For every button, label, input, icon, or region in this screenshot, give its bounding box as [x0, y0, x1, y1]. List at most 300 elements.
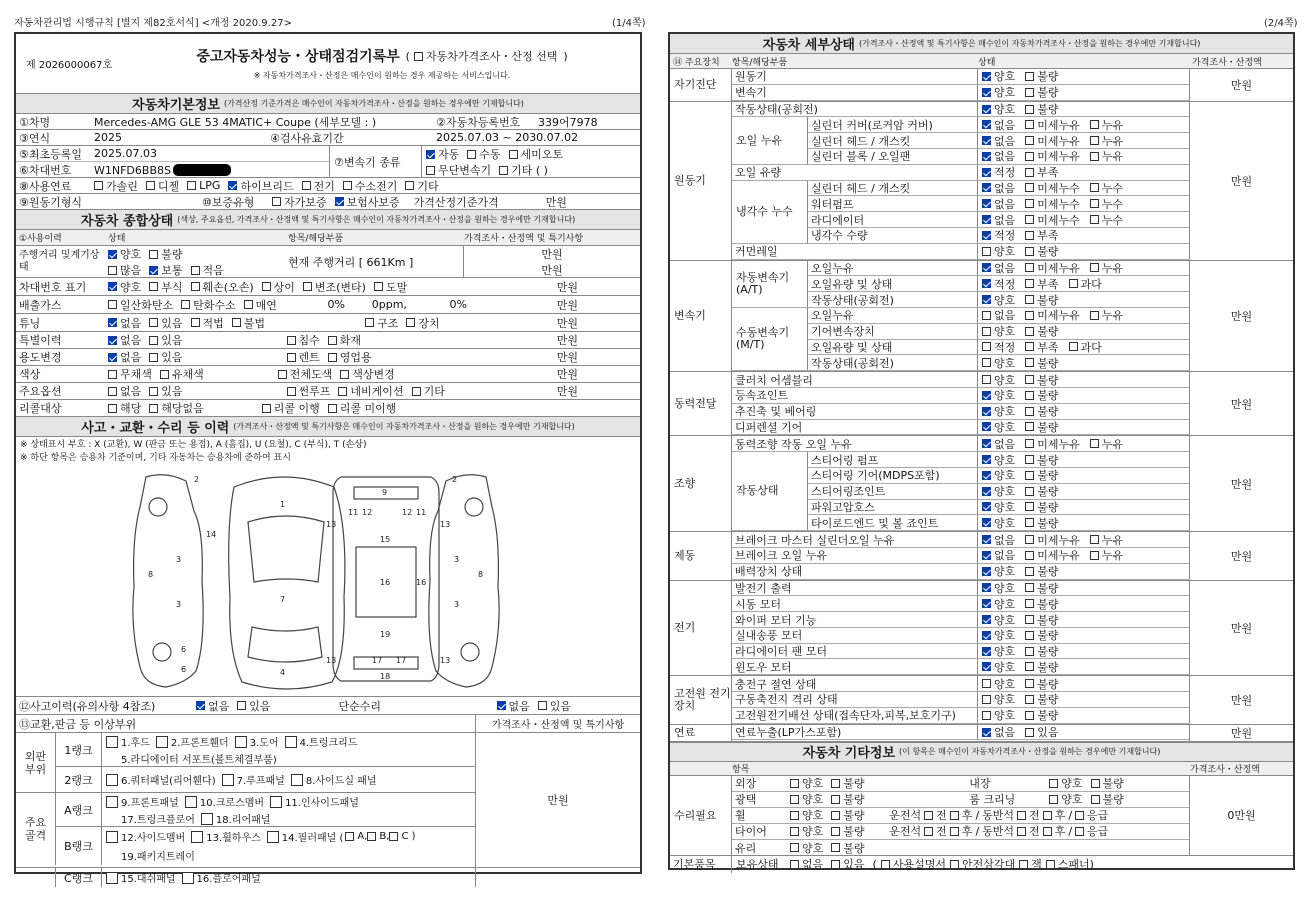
state-label: 미세누유 — [1037, 309, 1080, 323]
parts-price-label: 가격조사・산정액 및 특기사항 — [476, 715, 640, 733]
state-checkbox[interactable] — [982, 455, 991, 464]
part-trunk-lid-checkbox[interactable] — [285, 736, 297, 748]
tire-driver-rear-checkbox[interactable] — [950, 827, 959, 836]
state-checkbox[interactable] — [1090, 120, 1099, 129]
state-option — [1069, 276, 1102, 291]
tire-pass-rear-checkbox[interactable] — [1043, 827, 1052, 836]
gloss-good-checkbox[interactable] — [790, 795, 799, 804]
state-option — [982, 581, 1015, 596]
interior-good-checkbox[interactable] — [1049, 779, 1058, 788]
glass-bad-checkbox[interactable] — [831, 843, 840, 852]
fuel-ev-checkbox[interactable] — [302, 181, 311, 190]
special-fire-checkbox[interactable] — [328, 336, 337, 345]
tire-bad-checkbox[interactable] — [831, 827, 840, 836]
warranty-self-checkbox[interactable] — [272, 197, 281, 206]
simple-yes-checkbox[interactable] — [538, 701, 547, 710]
state-checkbox[interactable] — [982, 311, 991, 320]
state-checkbox[interactable] — [982, 295, 991, 304]
accident-none-checkbox[interactable] — [196, 701, 205, 710]
state-checkbox[interactable] — [1025, 711, 1034, 720]
gloss-bad-checkbox[interactable] — [831, 795, 840, 804]
trans-auto-checkbox[interactable] — [426, 150, 435, 159]
state-option — [1025, 676, 1058, 691]
special-none-checkbox[interactable] — [108, 336, 117, 345]
state-checkbox[interactable] — [1025, 263, 1034, 272]
state-checkbox[interactable] — [982, 679, 991, 688]
state-checkbox[interactable] — [982, 407, 991, 416]
recall-label: 리콜대상 — [19, 402, 62, 415]
vin-damage-checkbox[interactable] — [191, 282, 200, 291]
part-side-member-checkbox[interactable] — [106, 831, 118, 843]
state-checkbox[interactable] — [1025, 215, 1034, 224]
option-yes-checkbox[interactable] — [149, 387, 158, 396]
state-checkbox[interactable] — [1025, 168, 1034, 177]
state-checkbox[interactable] — [982, 583, 991, 592]
detail-item: 실린더 커버(로커암 커버) — [808, 117, 978, 133]
state-checkbox[interactable] — [1025, 295, 1034, 304]
state-checkbox[interactable] — [1025, 695, 1034, 704]
state-option — [1025, 725, 1058, 740]
option-none-checkbox[interactable] — [108, 387, 117, 396]
repair-block: 수리필요 외장 양호 불량 내장 양호 불량 광택 양호 불량 룸 크리닝 양호 불량 휠 양호 불량 운전석 전 후 / 동반석 전 후 / 응급 타이어 양호 불량 운전석 전 후 / 동반석 전 후 / 응급 유리 양호 불량 0만원 — [670, 776, 1293, 856]
opt-label: 있음 — [249, 699, 271, 713]
room-good-checkbox[interactable] — [1049, 795, 1058, 804]
gas-co-checkbox[interactable] — [108, 300, 117, 309]
detail-state — [978, 484, 1189, 500]
state-label: 불량 — [1037, 629, 1059, 643]
state-checkbox[interactable] — [1025, 247, 1034, 256]
state-checkbox[interactable] — [982, 263, 991, 272]
own-none-checkbox[interactable] — [790, 860, 799, 869]
color-chromatic-checkbox[interactable] — [160, 370, 169, 379]
state-checkbox[interactable] — [982, 120, 991, 129]
simple-none-checkbox[interactable] — [497, 701, 506, 710]
state-checkbox[interactable] — [982, 327, 991, 336]
part-cross-member-checkbox[interactable] — [185, 796, 197, 808]
wheel-bad-checkbox[interactable] — [831, 811, 840, 820]
state-option — [1025, 324, 1058, 339]
state-label: 없음 — [994, 261, 1016, 275]
usage-none-checkbox[interactable] — [108, 353, 117, 362]
state-checkbox[interactable] — [1025, 662, 1034, 671]
detail-state — [978, 212, 1189, 228]
tire-pass-front-checkbox[interactable] — [1017, 827, 1026, 836]
color-achromatic-checkbox[interactable] — [108, 370, 117, 379]
price-service-checkbox[interactable] — [414, 52, 423, 61]
wheel-driver-rear-checkbox[interactable] — [950, 811, 959, 820]
own-manual-checkbox[interactable] — [881, 860, 890, 869]
state-checkbox[interactable] — [982, 136, 991, 145]
state-option — [982, 708, 1015, 723]
state-checkbox[interactable] — [1025, 583, 1034, 592]
tire-good-checkbox[interactable] — [790, 827, 799, 836]
vin-corrosion-checkbox[interactable] — [149, 282, 158, 291]
state-checkbox[interactable] — [1025, 88, 1034, 97]
vin-diff-checkbox[interactable] — [262, 282, 271, 291]
state-label: 부족 — [1037, 277, 1059, 291]
part-wheel-house-checkbox[interactable] — [191, 831, 203, 843]
state-checkbox[interactable] — [1069, 342, 1078, 351]
part-label: 2.프론트휀더 — [170, 738, 229, 749]
state-checkbox[interactable] — [1025, 152, 1034, 161]
state-checkbox[interactable] — [1025, 599, 1034, 608]
interior-bad-checkbox[interactable] — [1091, 779, 1100, 788]
opt-label: 없음 — [208, 699, 230, 713]
state-checkbox[interactable] — [982, 439, 991, 448]
detail-state — [978, 69, 1189, 85]
detail-row — [732, 388, 1189, 404]
state-checkbox[interactable] — [1025, 105, 1034, 114]
part-label: 13.휠하우스 — [206, 833, 261, 844]
opt-label: 응급 — [1087, 825, 1109, 839]
parts-price-unit: 만원 — [547, 794, 569, 807]
trans-cvt-checkbox[interactable] — [426, 166, 435, 175]
accident-yes-checkbox[interactable] — [237, 701, 246, 710]
state-checkbox[interactable] — [1025, 518, 1034, 527]
state-checkbox[interactable] — [1025, 615, 1034, 624]
state-checkbox[interactable] — [982, 72, 991, 81]
state-checkbox[interactable] — [1025, 199, 1034, 208]
wheel-driver-front-checkbox[interactable] — [924, 811, 933, 820]
state-option — [1025, 355, 1058, 370]
state-checkbox[interactable] — [982, 728, 991, 737]
state-checkbox[interactable] — [1025, 358, 1034, 367]
state-checkbox[interactable] — [982, 599, 991, 608]
pillar-c-checkbox[interactable] — [389, 832, 398, 841]
trans-other-checkbox[interactable] — [499, 166, 508, 175]
tuning-structure-checkbox[interactable] — [365, 318, 374, 327]
part-side-sill-checkbox[interactable] — [291, 774, 303, 786]
state-label: 양호 — [994, 500, 1016, 514]
state-checkbox[interactable] — [1090, 136, 1099, 145]
state-checkbox[interactable] — [1090, 263, 1099, 272]
state-checkbox[interactable] — [1025, 279, 1034, 288]
usage-yes-checkbox[interactable] — [149, 353, 158, 362]
state-checkbox[interactable] — [1025, 728, 1034, 737]
tuning-yes-checkbox[interactable] — [149, 318, 158, 327]
part-dash-panel-checkbox[interactable] — [106, 872, 118, 884]
state-option — [1025, 276, 1058, 291]
state-checkbox[interactable] — [982, 152, 991, 161]
part-pillar-checkbox[interactable] — [267, 831, 279, 843]
state-label: 적정 — [994, 166, 1016, 180]
own-triangle-checkbox[interactable] — [950, 860, 959, 869]
part-front-fender-checkbox[interactable] — [156, 736, 168, 748]
detail-title: 자동차 세부상태 — [762, 38, 855, 53]
opt-label: 탄화수소 — [193, 298, 236, 312]
state-checkbox[interactable] — [1090, 199, 1099, 208]
state-option — [1025, 340, 1058, 355]
state-checkbox[interactable] — [982, 567, 991, 576]
tuning-illegal-checkbox[interactable] — [232, 318, 241, 327]
wheel-pass-rear-checkbox[interactable] — [1043, 811, 1052, 820]
mileage-bad-checkbox[interactable] — [149, 250, 158, 259]
state-checkbox[interactable] — [982, 518, 991, 527]
diagram-num: 6 — [181, 645, 187, 654]
part-door-checkbox[interactable] — [235, 736, 247, 748]
state-option — [1090, 181, 1123, 196]
state-label: 양호 — [994, 325, 1016, 339]
state-checkbox[interactable] — [1025, 647, 1034, 656]
col-history: ①사용이력 — [19, 234, 62, 244]
state-checkbox[interactable] — [1025, 439, 1034, 448]
detail-state — [978, 261, 1189, 277]
state-checkbox[interactable] — [1090, 152, 1099, 161]
state-checkbox[interactable] — [1025, 231, 1034, 240]
color-full-paint-checkbox[interactable] — [278, 370, 287, 379]
state-label: 누유 — [1101, 150, 1124, 164]
state-checkbox[interactable] — [982, 105, 991, 114]
usage-change-label: 용도변경 — [19, 351, 62, 364]
driver-label: 운전석 — [889, 825, 922, 839]
recall-pending-checkbox[interactable] — [328, 404, 337, 413]
state-label: 미세누유 — [1037, 150, 1080, 164]
state-option — [1025, 581, 1058, 596]
color-change-checkbox[interactable] — [340, 370, 349, 379]
state-checkbox[interactable] — [982, 247, 991, 256]
opt-label: 양호 — [802, 777, 824, 791]
detail-item: 윈도우 모터 — [732, 659, 978, 675]
part-front-panel-checkbox[interactable] — [106, 796, 118, 808]
state-checkbox[interactable] — [982, 215, 991, 224]
state-checkbox[interactable] — [982, 662, 991, 671]
state-option — [1090, 117, 1123, 132]
opt-label: 불량 — [1102, 777, 1124, 791]
state-checkbox[interactable] — [982, 631, 991, 640]
own-spanner-checkbox[interactable] — [1046, 860, 1055, 869]
wheel-rear-left — [153, 643, 171, 661]
state-checkbox[interactable] — [1090, 311, 1099, 320]
state-checkbox[interactable] — [1025, 487, 1034, 496]
state-checkbox[interactable] — [1025, 407, 1034, 416]
vin-altered-checkbox[interactable] — [303, 282, 312, 291]
trans-semi-checkbox[interactable] — [509, 150, 518, 159]
state-label: 있음 — [1037, 726, 1059, 740]
state-option — [1025, 612, 1058, 627]
state-option — [1025, 388, 1058, 403]
state-checkbox[interactable] — [982, 615, 991, 624]
recall-no-checkbox[interactable] — [149, 404, 158, 413]
tire-label: 타이어 — [735, 825, 767, 839]
state-checkbox[interactable] — [1090, 183, 1099, 192]
detail-state — [978, 420, 1189, 436]
vin-good-checkbox[interactable] — [108, 282, 117, 291]
state-option — [1025, 228, 1058, 243]
warranty-opt-label: 자가보증 — [284, 195, 327, 209]
page-number-2: (2/4쪽) — [1264, 18, 1298, 29]
simple-repair-label: 단순수리 — [338, 699, 382, 713]
state-checkbox[interactable] — [982, 88, 991, 97]
option-other-checkbox[interactable] — [412, 387, 421, 396]
state-label: 불량 — [1037, 485, 1059, 499]
gas-smoke-value: 0% — [449, 298, 467, 311]
group-name: 전기 — [670, 581, 732, 676]
detail-item: 스티어링 펌프 — [808, 452, 978, 468]
mileage-normal-checkbox[interactable] — [149, 266, 158, 275]
tuning-label: 튜닝 — [19, 316, 41, 330]
fuel-diesel-checkbox[interactable] — [146, 181, 155, 190]
tuning-none-checkbox[interactable] — [108, 318, 117, 327]
part-hood-checkbox[interactable] — [106, 736, 118, 748]
wheel-good-checkbox[interactable] — [790, 811, 799, 820]
state-checkbox[interactable] — [1025, 502, 1034, 511]
opt-label: 있음 — [161, 351, 183, 364]
option-sunroof-checkbox[interactable] — [287, 387, 296, 396]
recall-done-checkbox[interactable] — [262, 404, 271, 413]
fuel-hydrogen-checkbox[interactable] — [343, 181, 352, 190]
detail-state — [978, 500, 1189, 516]
fuel-other-checkbox[interactable] — [405, 181, 414, 190]
warranty-insurer-checkbox[interactable] — [335, 197, 344, 206]
gas-hc-checkbox[interactable] — [181, 300, 190, 309]
group-price: 만원 — [1230, 397, 1253, 411]
wheel-pass-front-checkbox[interactable] — [1017, 811, 1026, 820]
part-label: 19.패키지트레이 — [121, 852, 195, 863]
state-checkbox[interactable] — [1025, 679, 1034, 688]
option-nav-checkbox[interactable] — [338, 387, 347, 396]
part-inside-panel-checkbox[interactable] — [270, 796, 282, 808]
part-floor-panel-checkbox[interactable] — [182, 872, 194, 884]
fuel-lpg-checkbox[interactable] — [187, 181, 196, 190]
tuning-legal-checkbox[interactable] — [191, 318, 200, 327]
state-checkbox[interactable] — [982, 358, 991, 367]
state-label: 불량 — [1037, 405, 1059, 419]
usage-rent-checkbox[interactable] — [287, 353, 296, 362]
state-checkbox[interactable] — [982, 342, 991, 351]
mileage-low-checkbox[interactable] — [191, 266, 200, 275]
state-checkbox[interactable] — [1025, 327, 1034, 336]
state-checkbox[interactable] — [982, 502, 991, 511]
wheel-rear-right — [461, 643, 479, 661]
state-checkbox[interactable] — [1025, 183, 1034, 192]
state-option — [982, 196, 1015, 211]
repair-needed-label: 수리필요 — [670, 776, 732, 855]
state-checkbox[interactable] — [982, 375, 991, 384]
opt-label: 전 — [1029, 809, 1040, 823]
state-checkbox[interactable] — [982, 487, 991, 496]
state-checkbox[interactable] — [1025, 567, 1034, 576]
usage-business-checkbox[interactable] — [328, 353, 337, 362]
state-option — [1025, 515, 1058, 530]
own-jack-checkbox[interactable] — [1019, 860, 1028, 869]
state-checkbox[interactable] — [1025, 120, 1034, 129]
page-2: 자동차 세부상태 (가격조사・산정액 및 특기사항은 매수인이 자동차가격조사・산정을 원하는 경우에만 기재합니다) ⑭ 주요장치 항목/해당부품 상태 가격조사・산정액 자기진단 원동기 양호 불량 변속기 양호 불량 만원 원동기 작동상태(공회전) 양호 불량 오일 누유 실린더 커버(로커암 커버) 없음 미세누유 누유 실린더 헤드 / 개스킷 없음 미세누유 누유 실린더 블록 / 오일팬 없음 미세누유 누유 오일 유량 적정 부족 냉각수 누수 실린더 헤드 / 개스킷 없음 미세누수 누수 워터펌프 없음 미세누수 누수 라디에이터 없음 미세누수 누수 냉각수 수량 적정 부족 커먼레일 양호 불량 만원 변속기 자동변속기 (A/T) 오일누유 없음 미세누유 누유 오일유량 및 상태 적정 부족 과다 작동상태(공회전) 양호 불량 수동변속기 (M/T) 오일누유 없음 미세누유 누유 기어변속장치 양호 불량 오일유량 및 상태 적정 부족 과다 작동상태(공회전) 양호 불량 만원 동력전달 클러치 어셈블리 양호 불량 등속죠인트 양호 불량 추진축 및 베어링 양호 불량 디퍼렌셜 기어 양호 불량 만원 조향 동력조향 작동 오일 누유 없음 미세누유 누유 작동상태 스티어링 펌프 양호 불량 스티어링 기어(MDPS포함) 양호 불량 스티어링조인트 양호 불량 파워고압호스 양호 불량 타이로드엔드 및 볼 죠인트 양호 불량 만원 제동 브레이크 마스터 실린더오일 누유 없음 미세누유 누유 브레이크 오일 누유 없음 미세누유 누유 배력장치 상태 양호 불량 만원 전기 발전기 출력 양호 불량 시동 모터 양호 불량 와이퍼 모터 기능 양호 불량 실내송풍 모터 양호 불량 라디에이터 팬 모터 양호 불량 윈도우 모터 양호 불량 만원 고전원 전기장치 충전구 절연 상태 양호 불량 구동축전지 격리 상태 양호 불량 고전원전기배선 상태(접속단자,피복,보호기구) 양호 불량 만원 연료 연료누출(LP가스포함) 없음 있음 만원 자동차 기타정보 (이 항목은 매수인이 자동차가격조사・산정을 원하는 경우에만 기재합니다) 항목 가격조사・산정액 수리필요 외장 양호 불량 내장 양호 불량 광택 양호 불량 룸 크리닝 양호 불량 휠 양호 불량 운전석 전 후 / 동반석 전 후 / 응급 타이어 양호 불량 운전석 전 후 / 동반석 전 후 / 응급 유리 양호 불량 0만원 기본품목 보유상태 없음 있음 ( 사용설명서 안전삼각대 잭 스패너 ) — [668, 32, 1295, 870]
vin-painted-checkbox[interactable] — [374, 282, 383, 291]
detail-item: 오일누유 — [808, 308, 978, 324]
wheel-emergency-checkbox[interactable] — [1075, 811, 1084, 820]
diagram-num: 13 — [440, 656, 451, 665]
room-bad-checkbox[interactable] — [1091, 795, 1100, 804]
state-checkbox[interactable] — [1025, 375, 1034, 384]
state-label: 불량 — [1037, 500, 1059, 514]
fuel-hybrid-checkbox[interactable] — [228, 181, 237, 190]
detail-item: 충전구 절연 상태 — [732, 676, 978, 692]
tire-emergency-checkbox[interactable] — [1075, 827, 1084, 836]
state-label: 양호 — [994, 693, 1016, 707]
recall-yes-checkbox[interactable] — [108, 404, 117, 413]
mileage-good-checkbox[interactable] — [108, 250, 117, 259]
group-price: 만원 — [1230, 549, 1253, 563]
state-checkbox[interactable] — [982, 647, 991, 656]
detail-state — [978, 355, 1189, 371]
state-checkbox[interactable] — [1025, 471, 1034, 480]
fuel-gasoline-checkbox[interactable] — [94, 181, 103, 190]
detail-state — [978, 452, 1189, 468]
state-checkbox[interactable] — [982, 711, 991, 720]
state-checkbox[interactable] — [982, 391, 991, 400]
tuning-device-checkbox[interactable] — [406, 318, 415, 327]
group-name: 고전원 전기장치 — [670, 676, 732, 723]
state-checkbox[interactable] — [1090, 215, 1099, 224]
opt-label: 없음 — [120, 385, 142, 398]
state-checkbox[interactable] — [1069, 279, 1078, 288]
state-checkbox[interactable] — [1025, 631, 1034, 640]
state-checkbox[interactable] — [1025, 535, 1034, 544]
state-checkbox[interactable] — [982, 183, 991, 192]
own-yes-checkbox[interactable] — [831, 860, 840, 869]
glass-good-checkbox[interactable] — [790, 843, 799, 852]
detail-row — [732, 165, 1189, 181]
trans-manual-checkbox[interactable] — [467, 150, 476, 159]
part-quarter-panel-checkbox[interactable] — [106, 774, 118, 786]
state-checkbox[interactable] — [1025, 551, 1034, 560]
pillar-a-checkbox[interactable] — [345, 832, 354, 841]
detail-state — [978, 276, 1189, 292]
state-option — [1025, 69, 1058, 84]
state-checkbox[interactable] — [1090, 439, 1099, 448]
special-flood-checkbox[interactable] — [287, 336, 296, 345]
state-checkbox[interactable] — [1025, 342, 1034, 351]
state-checkbox[interactable] — [1025, 136, 1034, 145]
state-checkbox[interactable] — [982, 199, 991, 208]
state-checkbox[interactable] — [1025, 391, 1034, 400]
state-checkbox[interactable] — [982, 279, 991, 288]
exterior-bad-checkbox[interactable] — [831, 779, 840, 788]
state-label: 양호 — [994, 677, 1016, 691]
state-checkbox[interactable] — [1025, 422, 1034, 431]
state-checkbox[interactable] — [1025, 311, 1034, 320]
state-checkbox[interactable] — [982, 551, 991, 560]
mileage-high-checkbox[interactable] — [108, 266, 117, 275]
state-checkbox[interactable] — [1090, 551, 1099, 560]
special-yes-checkbox[interactable] — [149, 336, 158, 345]
state-checkbox[interactable] — [982, 471, 991, 480]
state-checkbox[interactable] — [1025, 455, 1034, 464]
tire-driver-front-checkbox[interactable] — [924, 827, 933, 836]
title-note: ※ 자동차가격조사・산정은 매수인이 원하는 경우 제공하는 서비스입니다. — [253, 71, 511, 80]
state-label: 미세누수 — [1037, 213, 1080, 227]
state-label: 양호 — [994, 645, 1016, 659]
state-checkbox[interactable] — [982, 535, 991, 544]
detail-row — [808, 355, 1189, 371]
state-checkbox[interactable] — [1090, 535, 1099, 544]
state-checkbox[interactable] — [982, 695, 991, 704]
state-checkbox[interactable] — [1025, 72, 1034, 81]
state-option — [1025, 452, 1058, 467]
diagram-num: 7 — [280, 595, 286, 604]
state-checkbox[interactable] — [982, 231, 991, 240]
state-checkbox[interactable] — [982, 168, 991, 177]
group-name: 연료 — [670, 725, 732, 741]
exterior-good-checkbox[interactable] — [790, 779, 799, 788]
state-checkbox[interactable] — [982, 422, 991, 431]
detail-row — [808, 515, 1189, 531]
diagram-num: 19 — [380, 630, 391, 639]
gas-smoke-checkbox[interactable] — [244, 300, 253, 309]
part-roof-panel-checkbox[interactable] — [222, 774, 234, 786]
pillar-b-checkbox[interactable] — [367, 832, 376, 841]
part-rear-panel-checkbox[interactable] — [201, 813, 213, 825]
